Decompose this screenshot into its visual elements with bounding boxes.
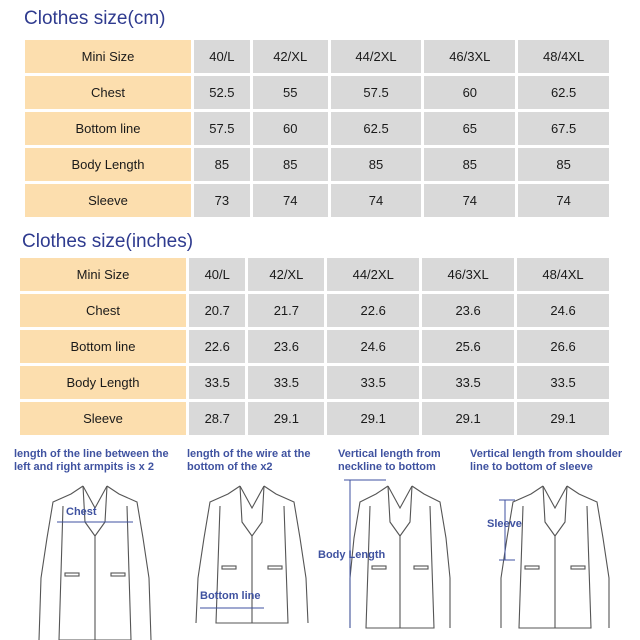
table-cell: 62.5 bbox=[331, 112, 422, 145]
table-cell: 26.6 bbox=[517, 330, 609, 363]
size-header: 48/4XL bbox=[517, 258, 609, 291]
table-cell: 74 bbox=[424, 184, 515, 217]
size-header: 46/3XL bbox=[422, 258, 514, 291]
table-cell: 20.7 bbox=[189, 294, 245, 327]
coat-pocket bbox=[65, 573, 79, 576]
size-header: 44/2XL bbox=[331, 40, 422, 73]
body-length-measure-label: Body Length bbox=[318, 549, 386, 561]
table-row bbox=[25, 76, 609, 109]
table-header-row bbox=[20, 258, 609, 291]
table-cell: 85 bbox=[331, 148, 422, 181]
table-header-row bbox=[25, 40, 609, 73]
table-cell: 29.1 bbox=[327, 402, 419, 435]
chest-description: length of the line between the left and right armpits is x 2 bbox=[14, 448, 169, 473]
row-label: Bottom line bbox=[20, 330, 186, 363]
table-cell: 33.5 bbox=[248, 366, 324, 399]
table-cell: 57.5 bbox=[331, 76, 422, 109]
coat-bottom-line-diagram bbox=[172, 478, 332, 640]
table-row bbox=[20, 366, 609, 399]
cm-size-table bbox=[22, 37, 612, 220]
coat-pocket bbox=[414, 566, 428, 569]
table-cell: 21.7 bbox=[248, 294, 324, 327]
bottom-line-description: length of the wire at the bottom of the x2 bbox=[187, 448, 311, 473]
table-cell: 24.6 bbox=[517, 294, 609, 327]
row-label: Chest bbox=[20, 294, 186, 327]
table-cell: 33.5 bbox=[327, 366, 419, 399]
table-cell: 33.5 bbox=[422, 366, 514, 399]
table-cell: 25.6 bbox=[422, 330, 514, 363]
table-cell: 74 bbox=[518, 184, 609, 217]
coat-lapel bbox=[240, 486, 264, 623]
row-label: Body Length bbox=[20, 366, 186, 399]
row-label: Sleeve bbox=[20, 402, 186, 435]
table-cell: 29.1 bbox=[248, 402, 324, 435]
size-header: 40/L bbox=[194, 40, 250, 73]
table-cell: 23.6 bbox=[248, 330, 324, 363]
table-cell: 33.5 bbox=[517, 366, 609, 399]
table-cell: 60 bbox=[424, 76, 515, 109]
table-cell: 85 bbox=[424, 148, 515, 181]
table-cell: 85 bbox=[194, 148, 250, 181]
inch-size-table bbox=[17, 255, 612, 438]
table-row bbox=[25, 148, 609, 181]
table-cell: 23.6 bbox=[422, 294, 514, 327]
coat-pocket bbox=[268, 566, 282, 569]
row-label: Chest bbox=[25, 76, 191, 109]
row-label: Body Length bbox=[25, 148, 191, 181]
header-label: Mini Size bbox=[20, 258, 186, 291]
inch-table-title: Clothes size(inches) bbox=[22, 231, 194, 252]
table-cell: 55 bbox=[253, 76, 328, 109]
table-cell: 29.1 bbox=[422, 402, 514, 435]
bottom-line-measure-label: Bottom line bbox=[200, 590, 261, 602]
header-label: Mini Size bbox=[25, 40, 191, 73]
coat-pocket bbox=[571, 566, 585, 569]
table-cell: 22.6 bbox=[327, 294, 419, 327]
table-row bbox=[20, 402, 609, 435]
table-cell: 85 bbox=[518, 148, 609, 181]
size-header: 46/3XL bbox=[424, 40, 515, 73]
size-header: 42/XL bbox=[253, 40, 328, 73]
table-row bbox=[25, 184, 609, 217]
coat-pocket bbox=[222, 566, 236, 569]
table-cell: 24.6 bbox=[327, 330, 419, 363]
sleeve-measure-label: Sleeve bbox=[487, 518, 522, 530]
chest-measure-label: Chest bbox=[66, 506, 97, 518]
table-cell: 28.7 bbox=[189, 402, 245, 435]
coat-chest-diagram bbox=[15, 478, 175, 640]
size-header: 42/XL bbox=[248, 258, 324, 291]
table-cell: 73 bbox=[194, 184, 250, 217]
table-cell: 57.5 bbox=[194, 112, 250, 145]
table-row bbox=[20, 294, 609, 327]
coat-pocket bbox=[111, 573, 125, 576]
body-length-description: Vertical length from neckline to bottom bbox=[338, 448, 441, 473]
coat-sleeve-diagram bbox=[475, 478, 635, 640]
row-label: Bottom line bbox=[25, 112, 191, 145]
table-cell: 60 bbox=[253, 112, 328, 145]
table-cell: 65 bbox=[424, 112, 515, 145]
size-header: 48/4XL bbox=[518, 40, 609, 73]
size-header: 40/L bbox=[189, 258, 245, 291]
table-row bbox=[25, 112, 609, 145]
table-cell: 29.1 bbox=[517, 402, 609, 435]
table-cell: 62.5 bbox=[518, 76, 609, 109]
table-cell: 67.5 bbox=[518, 112, 609, 145]
coat-pocket bbox=[525, 566, 539, 569]
table-cell: 22.6 bbox=[189, 330, 245, 363]
row-label: Sleeve bbox=[25, 184, 191, 217]
table-cell: 85 bbox=[253, 148, 328, 181]
table-cell: 74 bbox=[253, 184, 328, 217]
cm-table-title: Clothes size(cm) bbox=[24, 8, 166, 29]
table-cell: 74 bbox=[331, 184, 422, 217]
table-cell: 33.5 bbox=[189, 366, 245, 399]
table-cell: 52.5 bbox=[194, 76, 250, 109]
sleeve-description: Vertical length from shoulder line to bottom of sleeve bbox=[470, 448, 623, 473]
table-row bbox=[20, 330, 609, 363]
coat-pocket bbox=[372, 566, 386, 569]
size-header: 44/2XL bbox=[327, 258, 419, 291]
